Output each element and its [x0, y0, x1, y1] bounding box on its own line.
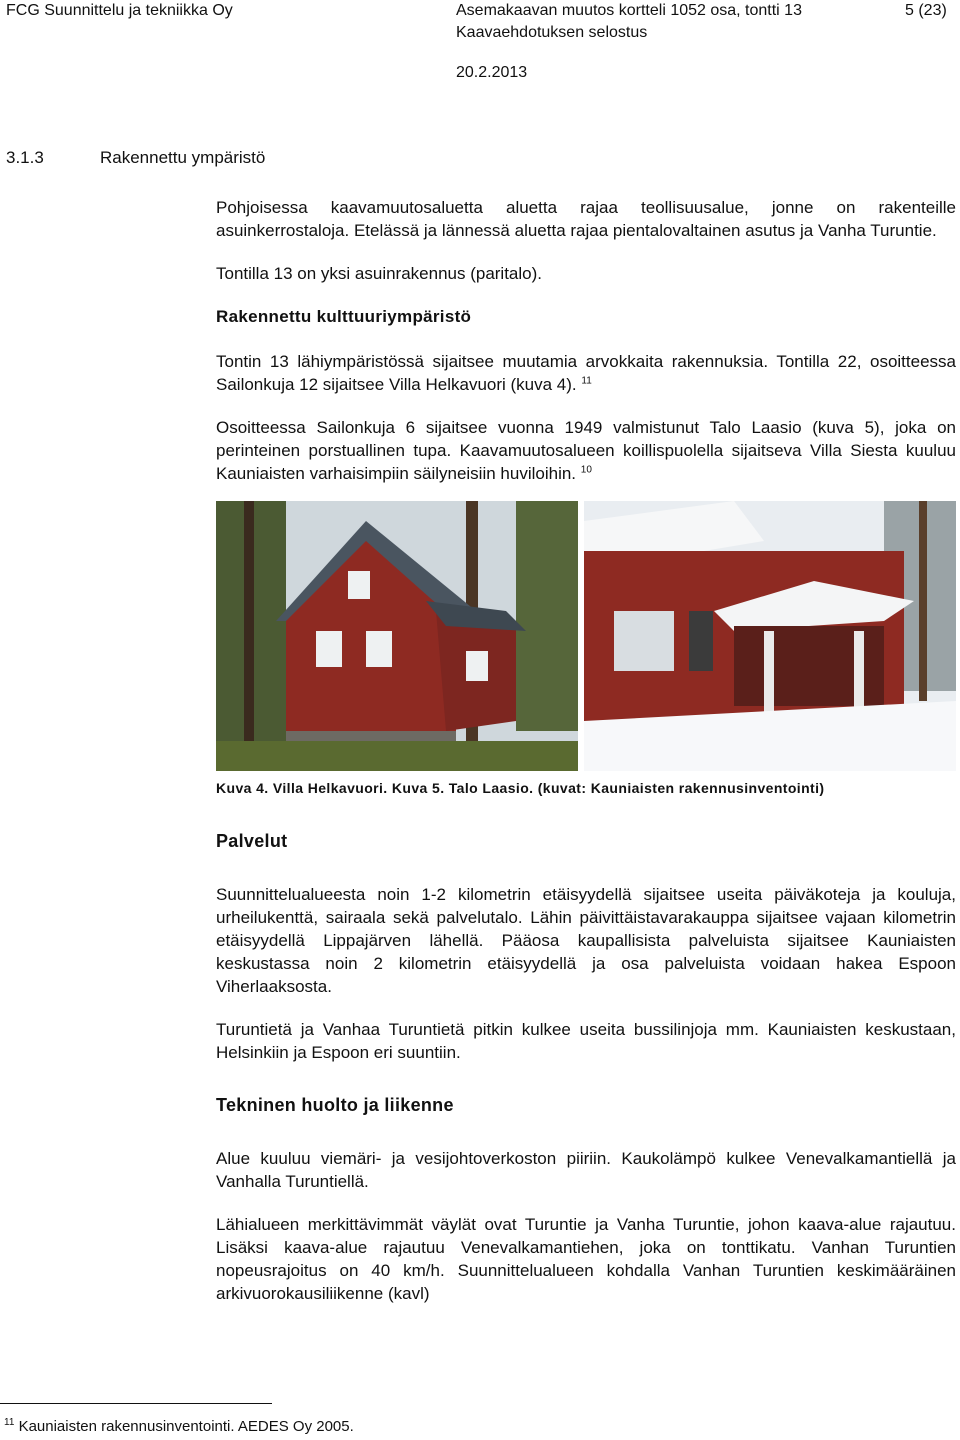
section-number: 3.1.3 — [6, 148, 44, 167]
photo-caption: Kuva 4. Villa Helkavuori. Kuva 5. Talo Laasio. (kuvat: Kauniaisten rakennusinventointi) — [216, 780, 825, 796]
footnote-ref: 11 — [581, 375, 592, 387]
subheading-services: Palvelut — [216, 831, 288, 851]
photo-talo-laasio — [584, 501, 956, 771]
paragraph-text: Tontin 13 lähiympäristössä sijaitsee muutamia arvokkaita rakennuksia. Tontilla 22, osoitteessa Sailonkuja 12 sijaitsee Villa Helkavuori (kuva 4). — [216, 352, 956, 394]
photo-row — [216, 501, 956, 771]
paragraph: Alue kuuluu viemäri- ja vesijohtoverkoston piiriin. Kaukolämpö kulkee Venevalkamantiellä ja Vanhalla Turuntiellä. — [216, 1149, 956, 1191]
footnote-ref: 10 — [580, 464, 592, 476]
page-number: 5 (23) — [905, 2, 947, 19]
section-title: Rakennettu ympäristö — [100, 148, 266, 167]
page-header — [0, 0, 960, 90]
photo-villa-helkavuori — [216, 501, 578, 771]
main-body — [216, 196, 956, 1325]
document-title: Asemakaavan muutos kortteli 1052 osa, tontti 13 — [456, 2, 802, 19]
paragraph: Tontilla 13 on yksi asuinrakennus (paritalo). — [216, 264, 543, 283]
house-illustration — [584, 501, 956, 771]
section-heading — [6, 148, 265, 168]
footnote — [4, 1418, 354, 1435]
company-name: FCG Suunnittelu ja tekniikka Oy — [6, 2, 233, 19]
footnote-text: Kauniaisten rakennusinventointi. AEDES Oy 2005. — [18, 1418, 354, 1435]
paragraph: Lähialueen merkittävimmät väylät ovat Turuntie ja Vanha Turuntie, johon kaava-alue rajautuu. Lisäksi kaava-alue rajautuu Venevalkamantiehen, joka on tonttikatu. Vanhan Turuntien nopeusrajoitus on 40 km/h. Suunnittelualueen kohdalla Vanhan Turuntien keskimääräinen arkivuorokausiliikenne (kavl) — [216, 1215, 956, 1303]
villa-illustration — [216, 501, 578, 771]
footnote-divider — [0, 1403, 272, 1404]
paragraph: Pohjoisessa kaavamuutosaluetta aluetta rajaa teollisuusalue, jonne on rakenteille asuinkerrostaloja. Etelässä ja lännessä aluetta rajaa pientalovaltainen asutus ja Vanha Turuntie. — [216, 198, 956, 240]
subheading-technical: Tekninen huolto ja liikenne — [216, 1095, 454, 1115]
paragraph — [216, 350, 956, 396]
footnote-number: 11 — [4, 1417, 15, 1428]
paragraph: Suunnittelualueesta noin 1-2 kilometrin etäisyydellä sijaitsee useita päiväkoteja ja kouluja, urheilukenttä, sairaala sekä palvelutalo. Lähin päivittäistavarakauppa sijaitsee vajaan kilometrin etäisyydellä Lippajärven lähellä. Pääosa kaupallisista palveluista sijaitsee Kauniaisten keskustassa noin 2 kilometrin etäisyydellä ja osa palveluista voidaan hakea Espoon Viherlaaksosta. — [216, 885, 956, 996]
document-subtitle: Kaavaehdotuksen selostus — [456, 24, 648, 41]
paragraph: Turuntietä ja Vanhaa Turuntietä pitkin kulkee useita bussilinjoja mm. Kauniaisten keskustaan, Helsinkiin ja Espoon eri suuntiin. — [216, 1020, 956, 1062]
paragraph — [216, 416, 956, 485]
paragraph-text: Osoitteessa Sailonkuja 6 sijaitsee vuonna 1949 valmistunut Talo Laasio (kuva 5), joka on perinteinen porstuallinen tupa. Kaavamuutosalueen koillispuolella sijaitseva Villa Siesta kuuluu Kauniaisten varhaisimpiin säilyneisiin huviloihin. — [216, 418, 956, 483]
subheading-culture: Rakennettu kulttuuriympäristö — [216, 307, 472, 326]
document-date: 20.2.2013 — [456, 64, 528, 81]
